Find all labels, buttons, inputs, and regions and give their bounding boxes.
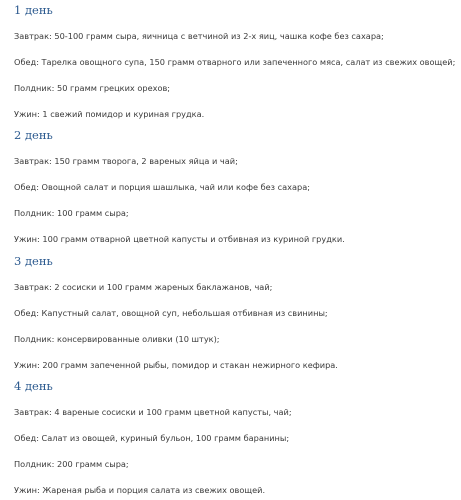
day-2-dinner: Ужин: 100 грамм отварной цветной капусты и отбивная из куриной грудки.: [14, 234, 345, 244]
day-1-dinner: Ужин: 1 свежий помидор и куриная грудка.: [14, 109, 205, 119]
day-1-lunch: Обед: Тарелка овощного супа, 150 грамм отварного или запеченного мяса, салат из свежих овощей;: [14, 57, 456, 67]
day-3-breakfast: Завтрак: 2 сосиски и 100 грамм жареных баклажанов, чай;: [14, 282, 273, 292]
day-4-snack: Полдник: 200 грамм сыра;: [14, 459, 129, 469]
day-1-snack: Полдник: 50 грамм грецких орехов;: [14, 83, 171, 93]
day-3-lunch: Обед: Капустный салат, овощной суп, небольшая отбивная из свинины;: [14, 308, 328, 318]
day-4-heading: 4 день: [14, 379, 53, 393]
day-4-breakfast: Завтрак: 4 вареные сосиски и 100 грамм цветной капусты, чай;: [14, 407, 292, 417]
day-2-heading: 2 день: [14, 128, 53, 142]
day-1-heading: 1 день: [14, 3, 53, 17]
day-3-dinner: Ужин: 200 грамм запеченной рыбы, помидор и стакан нежирного кефира.: [14, 360, 338, 370]
day-1-breakfast: Завтрак: 50-100 грамм сыра, яичница с ветчиной из 2-х яиц, чашка кофе без сахара;: [14, 31, 384, 41]
day-4-lunch: Обед: Салат из овощей, куриный бульон, 100 грамм баранины;: [14, 433, 290, 443]
day-2-breakfast: Завтрак: 150 грамм творога, 2 вареных яйца и чай;: [14, 156, 238, 166]
day-2-lunch: Обед: Овощной салат и порция шашлыка, чай или кофе без сахара;: [14, 182, 310, 192]
day-3-snack: Полдник: консервированные оливки (10 штук);: [14, 334, 220, 344]
day-4-dinner: Ужин: Жареная рыба и порция салата из свежих овощей.: [14, 485, 266, 495]
day-3-heading: 3 день: [14, 254, 53, 268]
day-2-snack: Полдник: 100 грамм сыра;: [14, 208, 129, 218]
